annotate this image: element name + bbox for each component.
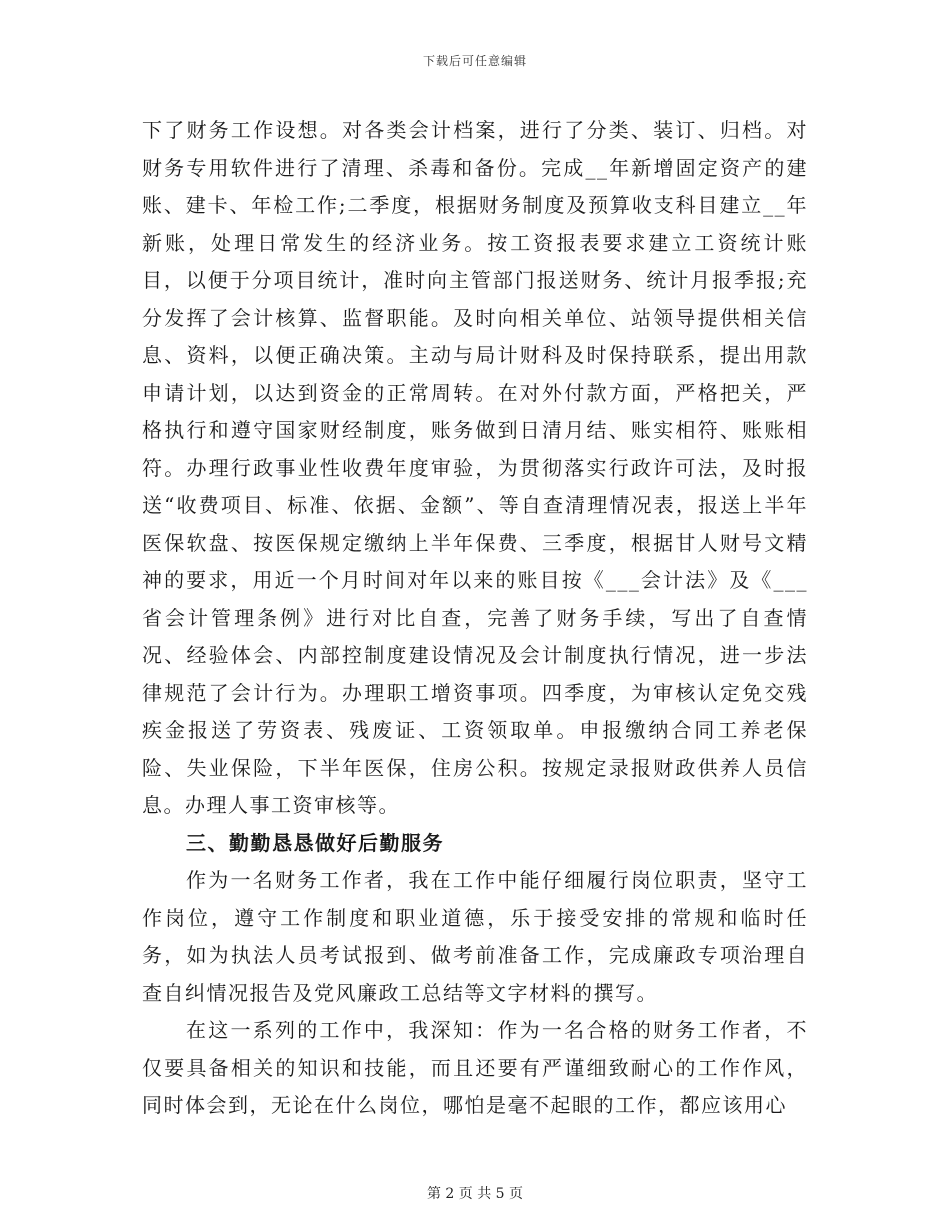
page-footer: 第 2 页 共 5 页: [426, 1186, 524, 1202]
document-body: [142, 112, 808, 1125]
body-paragraph-2: 作为一名财务工作者，我在工作中能仔细履行岗位职责，坚守工作岗位，遵守工作制度和职业道德，乐于接受安排的常规和临时任务，如为执法人员考试报到、做考前准备工作，完成廉政专项治理自查自纠情况报告及党风廉政工总结等文字材料的撰写。: [142, 868, 808, 1005]
body-paragraph-3: 在这一系列的工作中，我深知：作为一名合格的财务工作者，不仅要具备相关的知识和技能，而且还要有严谨细致耐心的工作作风，同时体会到，无论在什么岗位，哪怕是毫不起眼的工作，都应该用心: [142, 1018, 808, 1117]
section-heading: 三、勤勤恳恳做好后勤服务: [186, 830, 444, 855]
body-paragraph-1: 下了财务工作设想。对各类会计档案，进行了分类、装订、归档。对财务专用软件进行了清理、杀毒和备份。完成__年新增固定资产的建账、建卡、年检工作;二季度，根据财务制度及预算收支科目建立__年新账，处理日常发生的经济业务。按工资报表要求建立工资统计账目，以便于分项目统计，准时向主管部门报送财务、统计月报季报;充分发挥了会计核算、监督职能。及时向相关单位、站领导提供相关信息、资料，以便正确决策。主动与局计财科及时保持联系，提出用款申请计划，以达到资金的正常周转。在对外付款方面，严格把关，严格执行和遵守国家财经制度，账务做到日清月结、账实相符、账账相符。办理行政事业性收费年度审验，为贯彻落实行政许可法，及时报送“收费项目、标准、依据、金额”、等自查清理情况表，报送上半年医保软盘、按医保规定缴纳上半年保费、三季度，根据甘人财号文精神的要求，用近一个月时间对年以来的账目按《___会计法》及《___省会计管理条例》进行对比自查，完善了财务手续，写出了自查情况、经验体会、内部控制度建设情况及会计制度执行情况，进一步法律规范了会计行为。办理职工增资事项。四季度，为审核认定免交残疾金报送了劳资表、残废证、工资领取单。申报缴纳合同工养老保险、失业保险，下半年医保，住房公积。按规定录报财政供养人员信息。办理人事工资审核等。: [142, 118, 808, 817]
page-header: 下载后可任意编辑: [422, 54, 527, 68]
